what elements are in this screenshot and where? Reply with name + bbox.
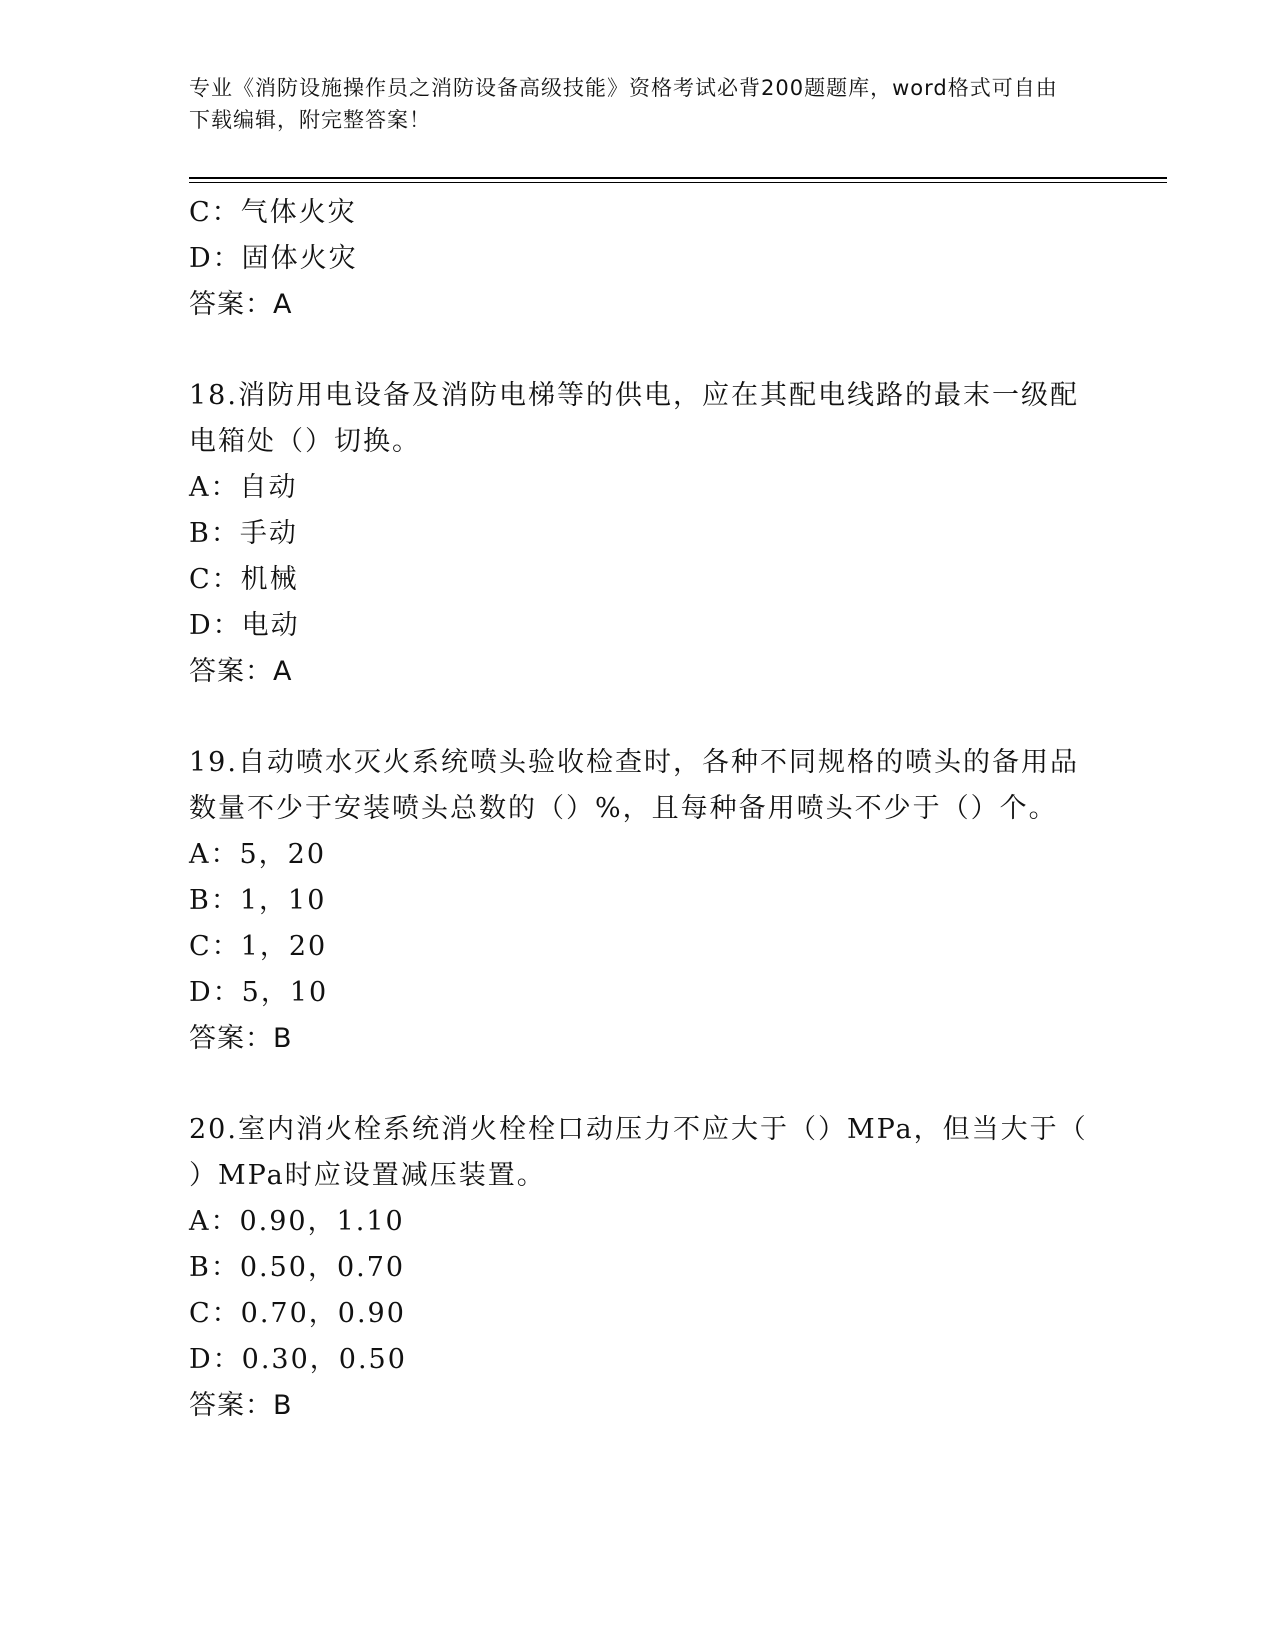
option-d: D：0.30，0.50	[189, 1344, 407, 1375]
question-stem-cont: ）MPa时应设置减压装置。	[189, 1160, 546, 1191]
header-text: 专业《消防设施操作员之消防设备高级技能》资格考试必背200题题库，word格式可自由下载编辑，附完整答案！	[189, 76, 1058, 132]
question-17-tail	[189, 190, 1089, 328]
spacer	[189, 1062, 1089, 1107]
answer-line: 答案：B	[189, 1390, 293, 1421]
question-19	[189, 740, 1089, 1062]
option-c: C：0.70，0.90	[189, 1298, 406, 1329]
option-d: D：5，10	[189, 977, 329, 1008]
option-b: B：手动	[189, 518, 298, 549]
question-stem-cont: 数量不少于安装喷头总数的（）%，且每种备用喷头不少于（）个。	[189, 793, 1058, 824]
header-rule-thin	[189, 182, 1167, 183]
option-d: D：电动	[189, 610, 300, 641]
option-a: A：0.90，1.10	[189, 1206, 405, 1237]
option-a: A：5，20	[189, 839, 327, 870]
option-b: B：1，10	[189, 885, 327, 916]
header-rule-thick	[189, 177, 1167, 179]
question-stem: 20.室内消火栓系统消火栓栓口动压力不应大于（）MPa，但当大于（	[189, 1114, 1088, 1145]
option-c: C：机械	[189, 564, 299, 595]
option-b: B：0.50，0.70	[189, 1252, 406, 1283]
spacer	[189, 328, 1089, 373]
question-18	[189, 373, 1089, 695]
answer-line: 答案：A	[189, 289, 293, 320]
option-c: C：气体火灾	[189, 197, 357, 228]
option-d: D：固体火灾	[189, 243, 358, 274]
question-list	[189, 190, 1089, 1429]
answer-line: 答案：B	[189, 1023, 293, 1054]
question-stem-cont: 电箱处（）切换。	[189, 426, 421, 457]
page-header	[189, 72, 1069, 136]
question-stem: 18.消防用电设备及消防电梯等的供电，应在其配电线路的最末一级配	[189, 380, 1079, 411]
answer-line: 答案：A	[189, 656, 293, 687]
option-a: A：自动	[189, 472, 298, 503]
question-20	[189, 1107, 1089, 1429]
spacer	[189, 695, 1089, 740]
question-stem: 19.自动喷水灭火系统喷头验收检查时，各种不同规格的喷头的备用品	[189, 747, 1079, 778]
option-c: C：1，20	[189, 931, 328, 962]
